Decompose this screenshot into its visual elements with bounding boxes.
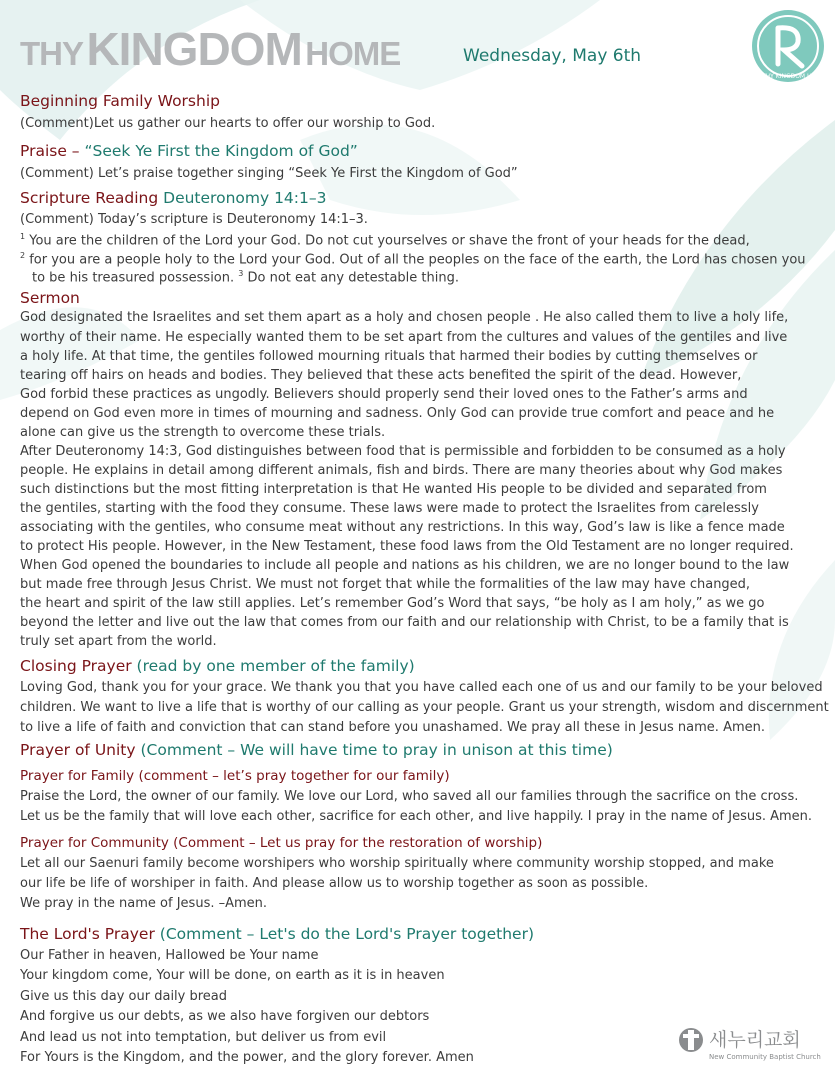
sermon-line: God designated the Israelites and set them apart as a holy and chosen people . He also called them to live a holy life, xyxy=(20,310,789,325)
sermon-heading: Sermon xyxy=(20,289,80,307)
sermon-line: worthy of their name. He especially wanted them to be set apart from the cultures and values of the gentiles and live xyxy=(20,330,788,345)
scripture-verse-2-cont xyxy=(32,269,459,285)
scripture-reference: Deuteronomy 14:1–3 xyxy=(163,189,327,207)
praise-heading xyxy=(20,142,358,160)
scripture-label: Scripture Reading xyxy=(20,189,159,207)
title-word-thy: THY xyxy=(20,35,83,72)
sermon-line: beyond the letter and live out the law that comes from our faith and our relationship with Christ, to be a family that is xyxy=(20,615,789,630)
praise-comment: (Comment) Let’s praise together singing “Seek Ye First the Kingdom of God” xyxy=(20,166,518,181)
sermon-line: the heart and spirit of the law still applies. Let’s remember God’s Word that says, “be holy as I am holy,” as we go xyxy=(20,596,765,611)
lords-prayer-label: The Lord's Prayer xyxy=(20,925,160,943)
community-prayer-line: Let all our Saenuri family become worshipers who worship spiritually where community worship stopped, and make xyxy=(20,856,774,871)
sermon-line: alone can give us the strength to overcome these trials. xyxy=(20,425,386,440)
sermon-line: people. He explains in detail among different animals, fish and birds. There are many theories about why God makes xyxy=(20,463,783,478)
title-word-home: HOME xyxy=(305,35,401,72)
lords-prayer-line: Your kingdom come, Your will be done, on earth as it is in heaven xyxy=(20,968,445,983)
verse-number: 3 xyxy=(238,269,244,278)
title-word-kingdom: KINGDOM xyxy=(86,23,302,75)
family-prayer-line: Praise the Lord, the owner of our family. We love our Lord, who saved all our families through the sacrifice on the cross. xyxy=(20,789,799,804)
lords-prayer-line: And lead us not into temptation, but deliver us from evil xyxy=(20,1030,387,1045)
scripture-verse-2 xyxy=(20,251,806,267)
lords-prayer-line: Our Father in heaven, Hallowed be Your name xyxy=(20,948,319,963)
scripture-heading xyxy=(20,189,327,207)
praise-label: Praise – xyxy=(20,142,85,160)
church-korean-name: 새누리교회 xyxy=(709,1029,801,1051)
sermon-line: but made free through Jesus Christ. We must not forget that while the formalities of the law may have changed, xyxy=(20,577,751,592)
page-title xyxy=(20,23,401,75)
thy-kingdom-home-logo xyxy=(748,6,828,86)
verse-number: 1 xyxy=(20,232,26,241)
sermon-line: the gentiles, starting with the food they consume. These laws were made to protect the Israelites from carelessly xyxy=(20,501,759,516)
closing-prayer-line: children. We want to live a life that is worthy of our calling as your people. Grant us your strength, wisdom and discernment xyxy=(20,700,829,715)
closing-prayer-line: Loving God, thank you for your grace. We thank you that you have called each one of us and our family to be your beloved xyxy=(20,680,823,695)
closing-prayer-heading xyxy=(20,657,415,675)
worship-heading: Beginning Family Worship xyxy=(20,92,220,110)
unity-prayer-label: Prayer of Unity xyxy=(20,741,141,759)
lords-prayer-heading xyxy=(20,925,534,943)
community-prayer-heading: Prayer for Community (Comment – Let us pray for the restoration of worship) xyxy=(20,835,543,851)
verse-text: Do not eat any detestable thing. xyxy=(243,270,459,286)
sermon-line: associating with the gentiles, who consume meat without any restrictions. In this way, God’s law is like a fence made xyxy=(20,520,785,535)
praise-song-title: “Seek Ye First the Kingdom of God” xyxy=(84,142,358,160)
verse-text: to be his treasured possession. xyxy=(32,270,239,286)
unity-prayer-heading xyxy=(20,741,613,759)
lords-prayer-note: (Comment – Let's do the Lord's Prayer together) xyxy=(159,925,535,943)
verse-text: for you are a people holy to the Lord your God. Out of all the peoples on the face of the earth, the Lord has chosen you xyxy=(25,252,806,268)
closing-prayer-note: (read by one member of the family) xyxy=(136,657,415,675)
sermon-line: a holy life. At that time, the gentiles followed mourning rituals that harmed their bodies by cutting themselves or xyxy=(20,349,758,364)
family-prayer-line: Let us be the family that will love each other, sacrifice for each other, and live happily. I pray in the name of Jesus. Amen. xyxy=(20,809,813,824)
scripture-comment: (Comment) Today’s scripture is Deuteronomy 14:1–3. xyxy=(20,212,368,227)
church-english-name: New Community Baptist Church xyxy=(709,1053,821,1061)
sermon-line: truly set apart from the world. xyxy=(20,634,217,649)
church-logo xyxy=(677,1022,827,1064)
closing-prayer-label: Closing Prayer xyxy=(20,657,137,675)
sermon-line: After Deuteronomy 14:3, God distinguishes between food that is permissible and forbidden to be consumed as a holy xyxy=(20,444,786,459)
closing-prayer-line: to live a life of faith and conviction that can stand before you unashamed. We pray all these in Jesus name. Amen. xyxy=(20,720,765,735)
unity-prayer-note: (Comment – We will have time to pray in unison at this time) xyxy=(140,741,613,759)
community-prayer-line: We pray in the name of Jesus. –Amen. xyxy=(20,896,268,911)
logo-text: THY KINGDOM HOME xyxy=(762,73,826,80)
date-label: Wednesday, May 6th xyxy=(463,46,642,66)
community-prayer-line: our life be life of worshiper in faith. And please allow us to worship together as soon as possible. xyxy=(20,876,649,891)
sermon-line: tearing off hairs on heads and bodies. They believed that these acts benefited the spirit of the dead. However, xyxy=(20,368,742,383)
sermon-line: to protect His people. However, in the New Testament, these food laws from the Old Testament are no longer required. xyxy=(20,539,794,554)
sermon-line: When God opened the boundaries to include all people and nations as his children, we are no longer bound to the law xyxy=(20,558,790,573)
sermon-line: such distinctions but the most fitting interpretation is that He wanted His people to be divided and separated from xyxy=(20,482,767,497)
worship-comment: (Comment)Let us gather our hearts to offer our worship to God. xyxy=(20,116,436,131)
lords-prayer-line: For Yours is the Kingdom, and the power, and the glory forever. Amen xyxy=(20,1050,474,1065)
verse-number: 2 xyxy=(20,251,26,260)
sermon-line: depend on God even more in times of mourning and sadness. Only God can provide true comfort and peace and he xyxy=(20,406,775,421)
lords-prayer-line: Give us this day our daily bread xyxy=(20,989,228,1004)
scripture-verse-1 xyxy=(20,232,750,248)
lords-prayer-line: And forgive us our debts, as we also have forgiven our debtors xyxy=(20,1009,430,1024)
family-prayer-heading: Prayer for Family (comment – let’s pray together for our family) xyxy=(20,768,450,784)
verse-text: You are the children of the Lord your God. Do not cut yourselves or shave the front of your heads for the dead, xyxy=(25,233,750,249)
sermon-line: God forbid these practices as ungodly. Believers should properly send their loved ones to the Father’s arms and xyxy=(20,387,748,402)
